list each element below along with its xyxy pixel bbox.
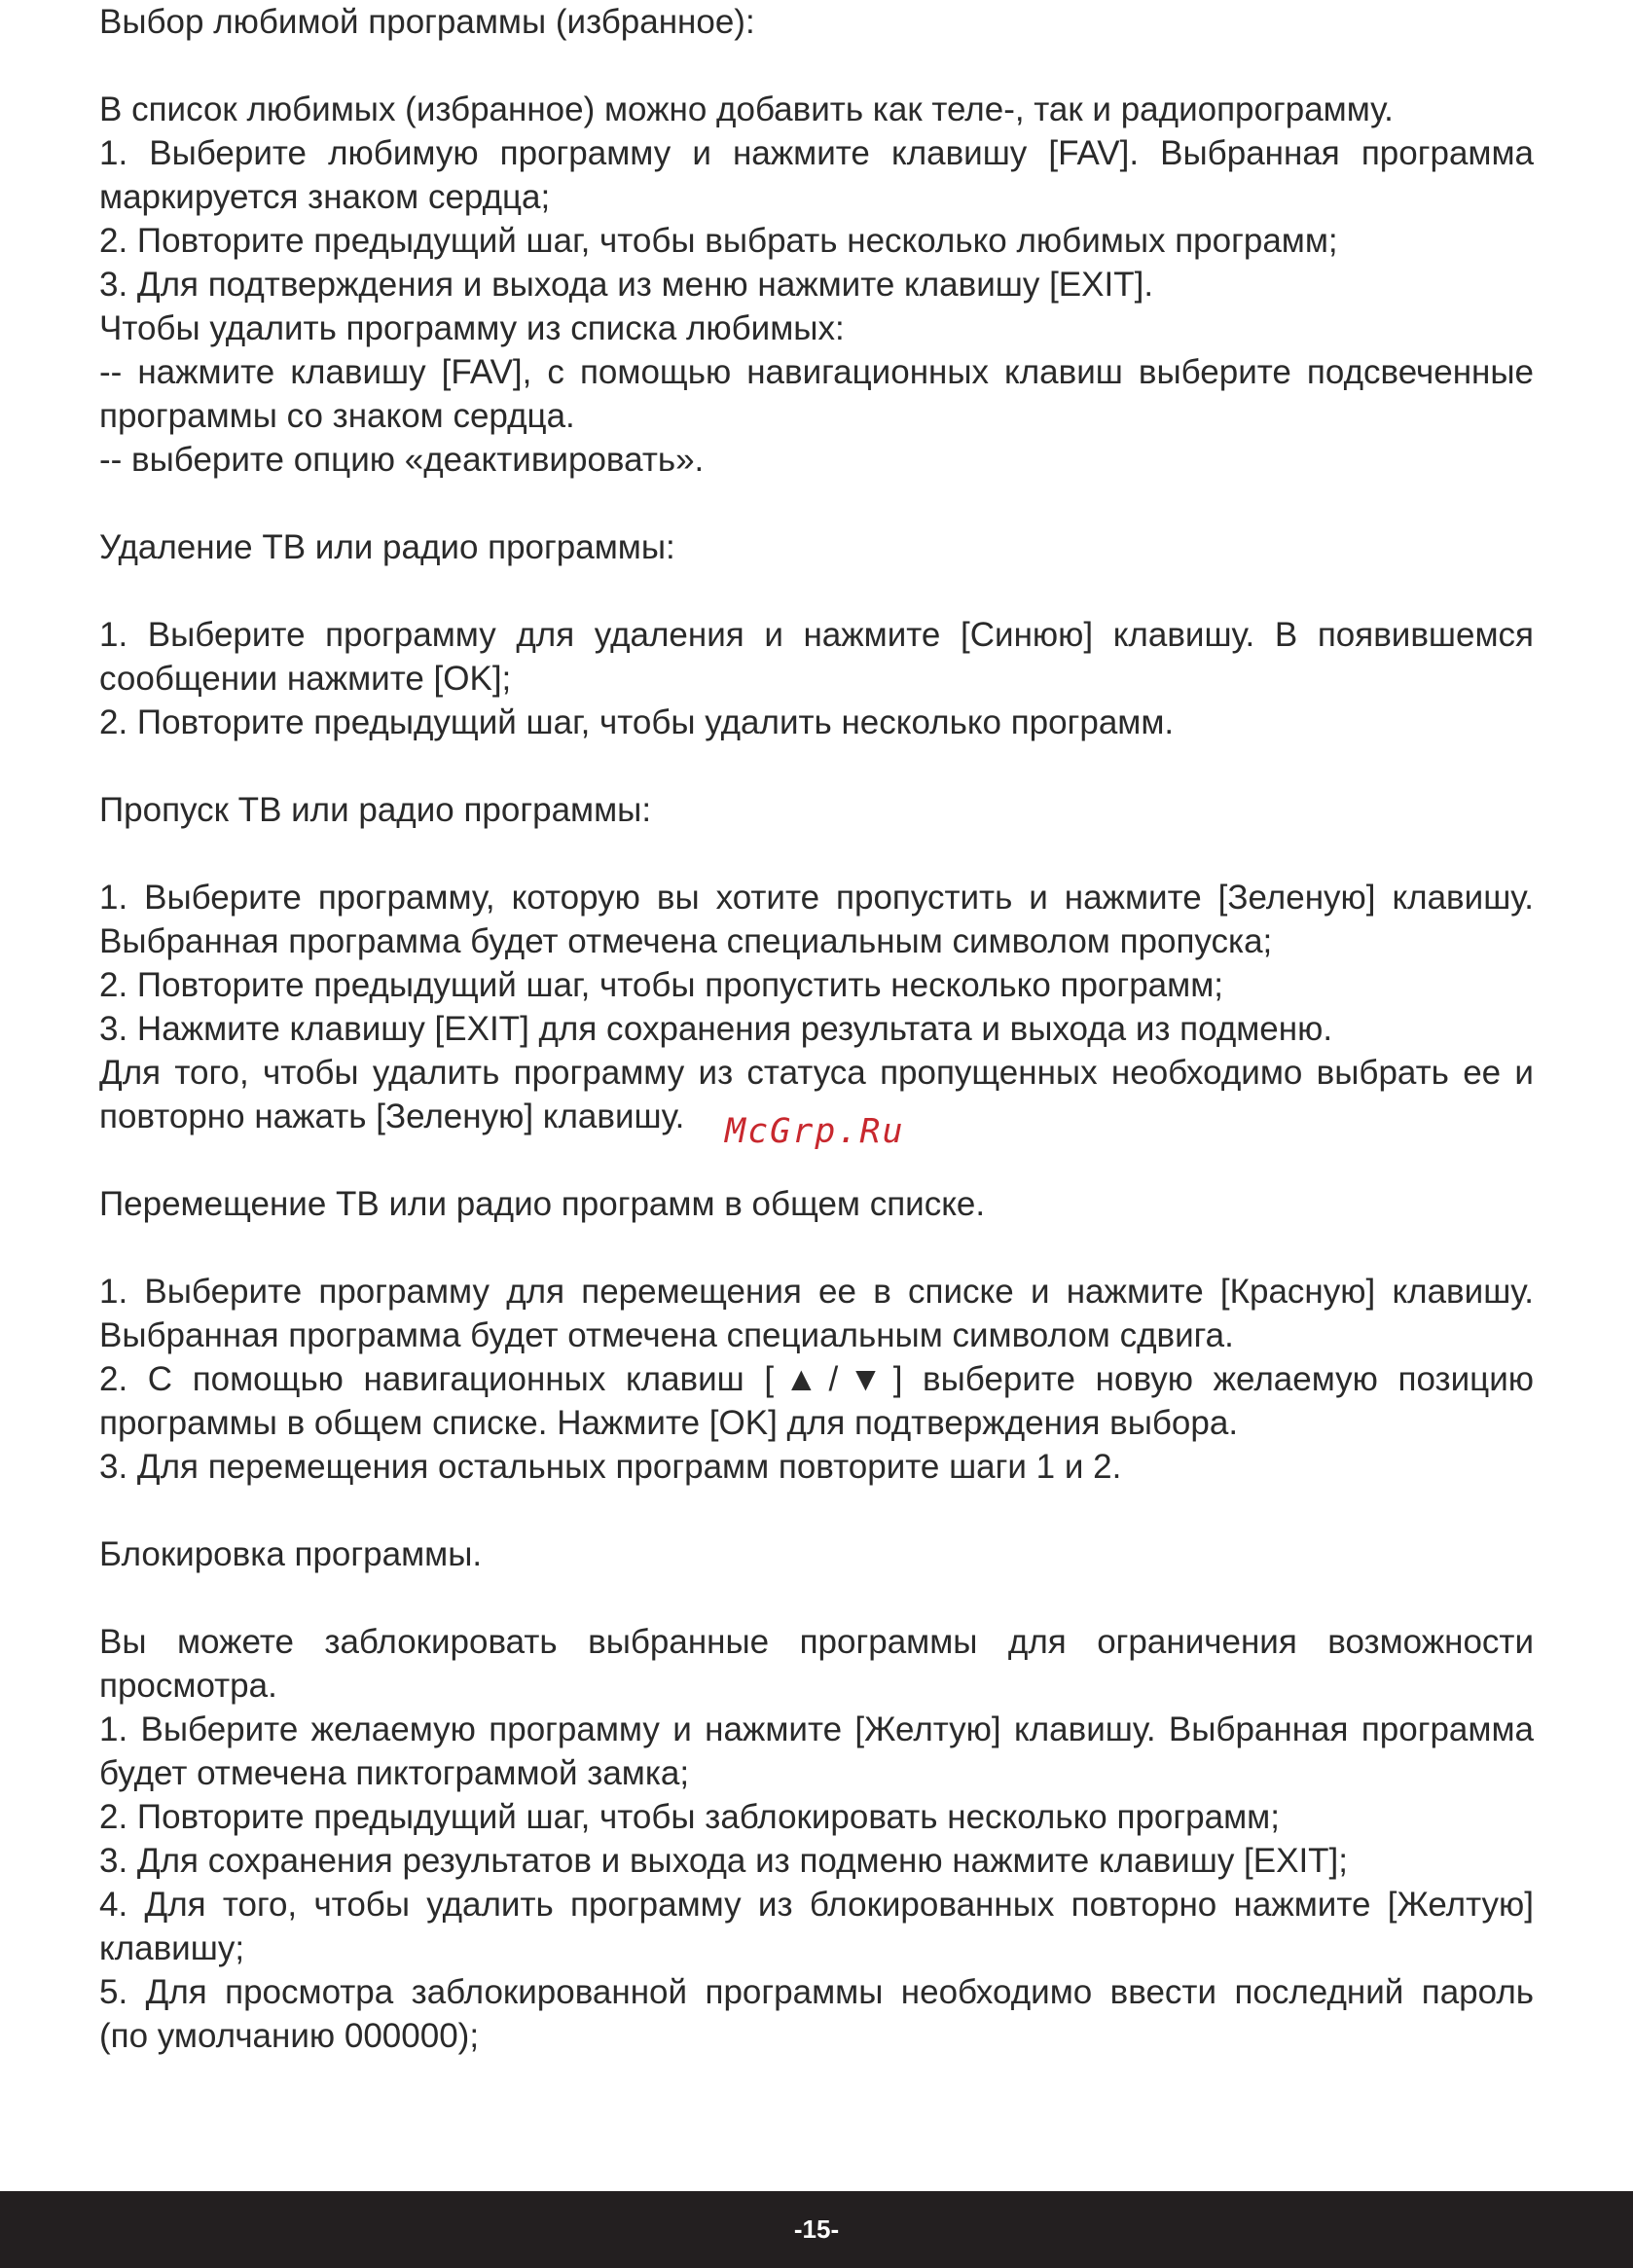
blank-line: [99, 744, 1534, 788]
blank-line: [99, 1226, 1534, 1270]
document-body: [99, 0, 1534, 2058]
section-heading: Блокировка программы.: [99, 1535, 483, 1573]
text-line: 3. Для сохранения результатов и выхода из подменю нажмите клавишу [EXIT];: [99, 1842, 1349, 1880]
text-line: 1. Выберите программу для перемещения ее в списке и нажмите [Красную] клавишу.: [99, 1273, 1534, 1311]
text-line: клавишу;: [99, 1929, 245, 1967]
text-line: сообщении нажмите [OK];: [99, 660, 512, 698]
text-line: программы в общем списке. Нажмите [OK] для подтверждения выбора.: [99, 1404, 1239, 1442]
text-line: Вы можете заблокировать выбранные программы для ограничения возможности: [99, 1623, 1534, 1661]
blank-line: [99, 832, 1534, 876]
text-line: маркируется знаком сердца;: [99, 178, 551, 216]
blank-line: [99, 482, 1534, 525]
section: [99, 1532, 1534, 2058]
text-line: 3. Для перемещения остальных программ повторите шаги 1 и 2.: [99, 1448, 1122, 1486]
text-line: 1. Выберите программу, которую вы хотите пропустить и нажмите [Зеленую] клавишу.: [99, 879, 1534, 917]
text-line: Выбранная программа будет отмечена специальным символом пропуска;: [99, 922, 1273, 960]
section-heading: Перемещение ТВ или радио программ в общем списке.: [99, 1185, 986, 1223]
text-line: 4. Для того, чтобы удалить программу из блокированных повторно нажмите [Желтую]: [99, 1886, 1534, 1924]
text-line: просмотра.: [99, 1667, 277, 1705]
text-line: 1. Выберите программу для удаления и нажмите [Синюю] клавишу. В появившемся: [99, 616, 1534, 654]
text-line: будет отмечена пиктограммой замка;: [99, 1754, 690, 1792]
text-line: -- выберите опцию «деактивировать».: [99, 441, 705, 479]
text-line: (по умолчанию 000000);: [99, 2017, 480, 2055]
text-line: 2. Повторите предыдущий шаг, чтобы выбрать несколько любимых программ;: [99, 222, 1338, 260]
text-line: В список любимых (избранное) можно добавить как теле-, так и радиопрограмму.: [99, 90, 1394, 128]
section-heading: Удаление ТВ или радио программы:: [99, 528, 675, 566]
text-line: 5. Для просмотра заблокированной программы необходимо ввести последний пароль: [99, 1973, 1534, 2011]
section-heading: Выбор любимой программы (избранное):: [99, 3, 755, 41]
blank-line: [99, 44, 1534, 88]
text-line: 1. Выберите любимую программу и нажмите клавишу [FAV]. Выбранная программа: [99, 134, 1534, 172]
text-line: 2. С помощью навигационных клавиш [▲/▼] выберите новую желаемую позицию: [99, 1360, 1534, 1398]
text-line: Для того, чтобы удалить программу из статуса пропущенных необходимо выбрать ее и: [99, 1054, 1534, 1092]
text-line: Чтобы удалить программу из списка любимых:: [99, 309, 845, 347]
section: [99, 525, 1534, 788]
text-line: 2. Повторите предыдущий шаг, чтобы заблокировать несколько программ;: [99, 1798, 1280, 1836]
page-footer: [0, 2191, 1633, 2268]
text-line: 2. Повторите предыдущий шаг, чтобы пропустить несколько программ;: [99, 966, 1223, 1004]
text-line: 3. Нажмите клавишу [EXIT] для сохранения результата и выхода из подменю.: [99, 1010, 1333, 1048]
section-heading: Пропуск ТВ или радио программы:: [99, 791, 652, 829]
text-line: 1. Выберите желаемую программу и нажмите [Желтую] клавишу. Выбранная программа: [99, 1710, 1534, 1748]
watermark-text: McGrp.Ru: [725, 1112, 905, 1151]
section: [99, 0, 1534, 525]
text-line: 2. Повторите предыдущий шаг, чтобы удалить несколько программ.: [99, 703, 1175, 741]
blank-line: [99, 569, 1534, 613]
text-line: повторно нажать [Зеленую] клавишу.: [99, 1098, 685, 1135]
blank-line: [99, 1576, 1534, 1620]
page-number: -15-: [793, 2214, 840, 2244]
text-line: программы со знаком сердца.: [99, 397, 575, 435]
text-line: 3. Для подтверждения и выхода из меню нажмите клавишу [EXIT].: [99, 266, 1154, 304]
text-line: -- нажмите клавишу [FAV], с помощью навигационных клавиш выберите подсвеченные: [99, 353, 1534, 391]
section: [99, 1182, 1534, 1532]
text-line: Выбранная программа будет отмечена специальным символом сдвига.: [99, 1316, 1234, 1354]
blank-line: [99, 1489, 1534, 1532]
